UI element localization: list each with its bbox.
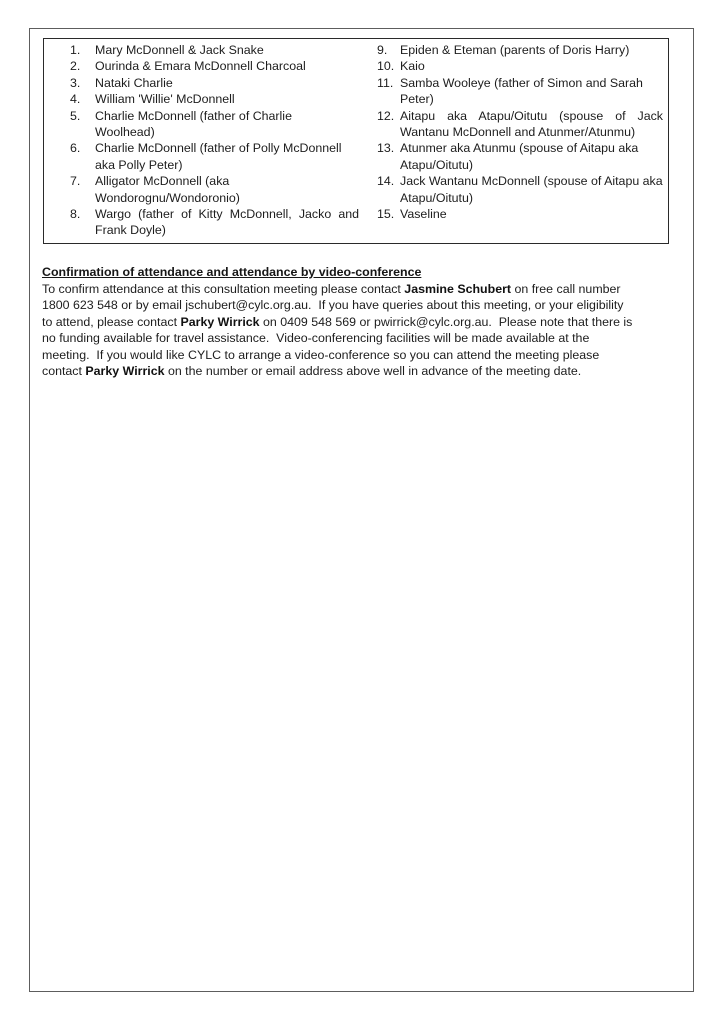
contact-name-bold: Parky Wirrick [180,314,260,329]
attendee-list-item [377,108,663,141]
list-item-text-line: Peter) [400,92,434,107]
list-item-text-line: Alligator McDonnell (aka [95,174,230,189]
attendee-list-item [70,140,359,173]
list-item-number: 13. [377,141,395,156]
attendee-list-item [70,75,359,91]
list-item-number: 3. [70,75,81,90]
paragraph-text: on the number or email address above well in advance of the meeting date. [164,364,582,378]
paragraph-line [42,297,690,314]
list-item-number: 7. [70,174,81,189]
attendee-list-item [70,91,359,107]
list-item-number: 2. [70,59,81,74]
list-item-text-line: Wargo (father of Kitty McDonnell, Jacko and [95,207,359,222]
list-item-number: 14. [377,174,395,189]
attendee-list-item [377,173,663,206]
list-item-number: 10. [377,59,395,74]
attendee-list-item [70,108,359,141]
list-item-text-line: Wondorognu/Wondoronio) [95,190,240,205]
list-item-text-line: Atapu/Oitutu) [400,190,474,205]
list-item-number: 5. [70,108,81,123]
list-item-text-line: Mary McDonnell & Jack Snake [95,43,264,57]
attendee-list-item [377,140,663,173]
attendee-list-item [377,75,663,108]
list-item-text-line: Samba Wooleye (father of Simon and Sarah [400,75,643,90]
paragraph-line [42,330,690,347]
list-item-number: 15. [377,207,395,222]
attendee-list-column-right [377,42,663,222]
paragraph-text: 1800 623 548 or by email jschubert@cylc.org.au. If you have queries about this meeting, or your eligibility [42,298,624,312]
list-item-text-line: Atunmer aka Atunmu (spouse of Aitapu aka [400,141,639,156]
attendee-list-item [70,173,359,206]
list-item-text-line: Woolhead) [95,125,155,140]
paragraph-line [42,347,690,364]
paragraph-line [42,281,690,298]
list-item-text-line: Wantanu McDonnell and Atunmer/Atunmu) [400,125,636,140]
paragraph-text: meeting. If you would like CYLC to arrange a video-conference so you can attend the meeting please [42,347,600,362]
list-item-text-line: Ourinda & Emara McDonnell Charcoal [95,59,306,74]
paragraph-text: on free call number [511,281,621,296]
list-item-number: 11. [377,75,394,90]
list-item-text-line: Jack Wantanu McDonnell (spouse of Aitapu aka [400,174,663,189]
list-item-number: 8. [70,207,81,222]
contact-name-bold: Jasmine Schubert [404,281,512,296]
list-item-text-line: Charlie McDonnell (father of Polly McDonnell [95,141,342,156]
document-page [29,28,694,992]
paragraph-text: to attend, please contact [42,314,181,329]
attendee-list-item [377,58,663,74]
contact-name-bold: Parky Wirrick [85,364,165,378]
attendee-list-item [70,206,359,239]
attendee-list-item [377,42,663,58]
list-item-number: 12. [377,108,395,123]
attendee-list-column-left [70,42,359,239]
list-item-number: 1. [70,43,81,57]
list-item-text-line: Frank Doyle) [95,223,166,238]
paragraph-text: on 0409 548 569 or pwirrick@cylc.org.au. Please note that there is [259,314,633,329]
list-item-text-line: aka Polly Peter) [95,157,183,172]
section-heading: Confirmation of attendance and attendance by video-conference [42,265,422,279]
list-item-number: 9. [377,43,388,57]
list-item-text-line: William 'Willie' McDonnell [95,92,235,107]
list-item-text-line: Vaseline [400,207,447,222]
list-item-text-line: Nataki Charlie [95,75,173,90]
attendee-list-item [70,42,359,58]
attendee-list-box [43,38,669,244]
attendee-list-item [70,58,359,74]
list-item-text-line: Atapu/Oitutu) [400,157,474,172]
list-item-number: 6. [70,141,81,156]
paragraph-text: contact [42,364,86,378]
paragraph-text: To confirm attendance at this consultation meeting please contact [42,281,405,296]
paragraph-line [42,314,690,331]
paragraph-line [42,363,690,380]
list-item-text-line: Aitapu aka Atapu/Oitutu (spouse of Jack [400,108,663,123]
attendance-paragraph [42,281,690,380]
list-item-text-line: Charlie McDonnell (father of Charlie [95,108,292,123]
list-item-text-line: Kaio [400,59,425,74]
list-item-text-line: Epiden & Eteman (parents of Doris Harry) [400,43,630,57]
paragraph-text: no funding available for travel assistance. Video-conferencing facilities will be made available at the [42,331,590,345]
list-item-number: 4. [70,92,81,107]
attendance-section [42,264,690,380]
attendee-list-item [377,206,663,222]
